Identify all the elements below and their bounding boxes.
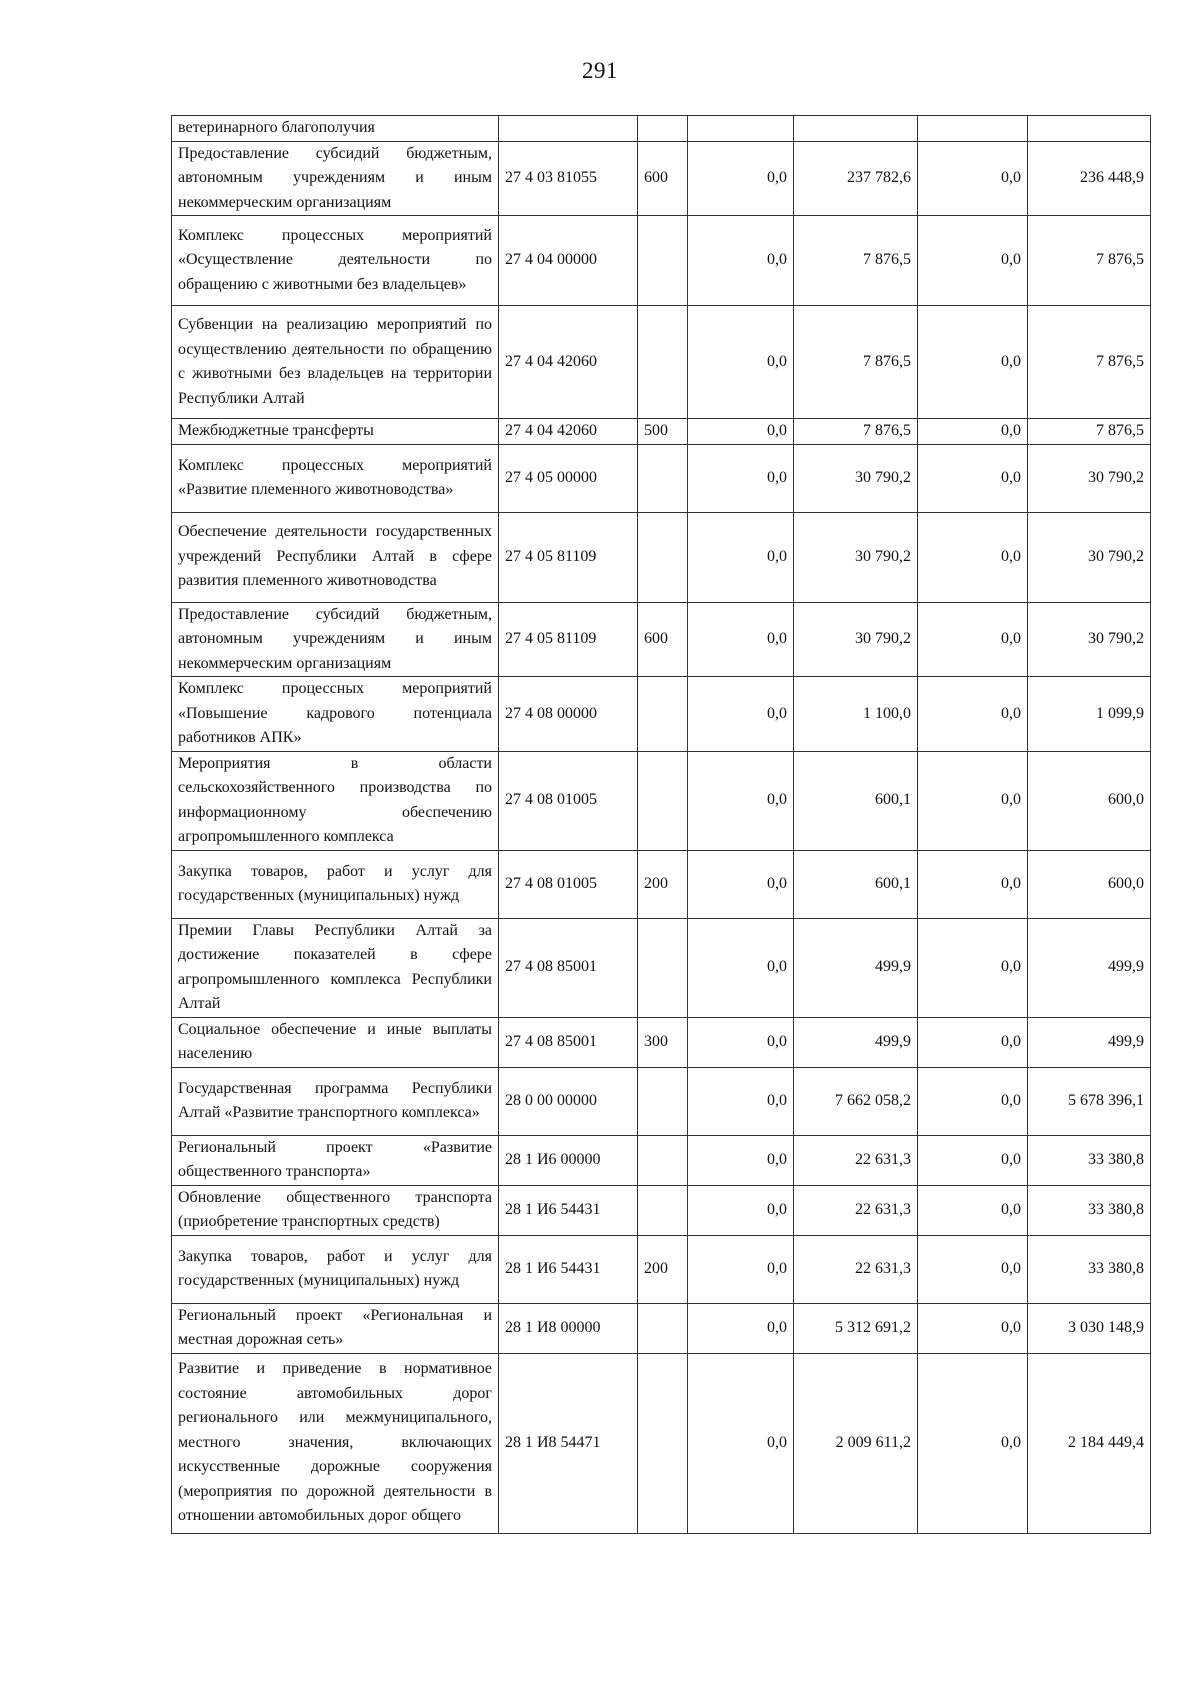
row-amount-cell-1: 0,0 xyxy=(688,306,794,419)
row-amount-cell-1: 0,0 xyxy=(688,751,794,850)
row-amount-cell-2: 7 876,5 xyxy=(794,419,918,445)
row-code-cell: 28 0 00 00000 xyxy=(499,1067,638,1135)
row-expense-type-cell xyxy=(638,116,688,142)
row-amount-cell-1: 0,0 xyxy=(688,918,794,1017)
row-amount-cell-2: 30 790,2 xyxy=(794,512,918,602)
row-name-cell: Обновление общественного транспорта (приобретение транспортных средств) xyxy=(172,1185,499,1235)
row-expense-type-cell xyxy=(638,1353,688,1533)
row-amount-cell-1: 0,0 xyxy=(688,677,794,752)
row-amount-cell-3: 0,0 xyxy=(918,216,1028,306)
row-amount-cell-3: 0,0 xyxy=(918,306,1028,419)
row-amount-cell-3: 0,0 xyxy=(918,918,1028,1017)
row-code-cell: 28 1 И6 00000 xyxy=(499,1135,638,1185)
row-amount-cell-2: 499,9 xyxy=(794,918,918,1017)
row-amount-cell-2: 22 631,3 xyxy=(794,1185,918,1235)
row-expense-type-cell xyxy=(638,216,688,306)
row-code-cell: 27 4 04 42060 xyxy=(499,306,638,419)
row-expense-type-cell: 300 xyxy=(638,1017,688,1067)
row-code-cell: 28 1 И6 54431 xyxy=(499,1185,638,1235)
row-amount-cell-1: 0,0 xyxy=(688,1067,794,1135)
row-code-cell: 27 4 08 85001 xyxy=(499,1017,638,1067)
row-amount-cell-3: 0,0 xyxy=(918,512,1028,602)
row-code-cell xyxy=(499,116,638,142)
row-amount-cell-3: 0,0 xyxy=(918,419,1028,445)
table-row xyxy=(172,751,1151,850)
row-expense-type-cell xyxy=(638,1067,688,1135)
row-expense-type-cell xyxy=(638,444,688,512)
row-code-cell: 28 1 И6 54431 xyxy=(499,1235,638,1303)
row-amount-cell-1 xyxy=(688,116,794,142)
table-row xyxy=(172,1235,1151,1303)
row-amount-cell-3: 0,0 xyxy=(918,751,1028,850)
row-expense-type-cell xyxy=(638,677,688,752)
table-row xyxy=(172,1135,1151,1185)
row-expense-type-cell xyxy=(638,1303,688,1353)
row-name-cell: Комплекс процессных мероприятий «Осуществление деятельности по обращению с животными без владельцев» xyxy=(172,216,499,306)
row-name-cell: Закупка товаров, работ и услуг для государственных (муниципальных) нужд xyxy=(172,850,499,918)
row-amount-cell-3: 0,0 xyxy=(918,1303,1028,1353)
budget-table xyxy=(171,115,1151,1534)
row-amount-cell-1: 0,0 xyxy=(688,850,794,918)
row-amount-cell-1: 0,0 xyxy=(688,444,794,512)
row-amount-cell-2: 22 631,3 xyxy=(794,1135,918,1185)
table-row xyxy=(172,419,1151,445)
row-amount-cell-4: 7 876,5 xyxy=(1028,216,1151,306)
row-code-cell: 27 4 04 42060 xyxy=(499,419,638,445)
row-amount-cell-3: 0,0 xyxy=(918,1135,1028,1185)
row-name-cell: Социальное обеспечение и иные выплаты населению xyxy=(172,1017,499,1067)
row-amount-cell-3: 0,0 xyxy=(918,677,1028,752)
table-row xyxy=(172,1185,1151,1235)
row-name-cell: Комплекс процессных мероприятий «Развитие племенного животноводства» xyxy=(172,444,499,512)
table-row xyxy=(172,602,1151,677)
row-amount-cell-2: 22 631,3 xyxy=(794,1235,918,1303)
row-amount-cell-3: 0,0 xyxy=(918,1017,1028,1067)
row-amount-cell-4: 499,9 xyxy=(1028,1017,1151,1067)
row-code-cell: 27 4 05 00000 xyxy=(499,444,638,512)
row-amount-cell-4: 3 030 148,9 xyxy=(1028,1303,1151,1353)
table-row xyxy=(172,1017,1151,1067)
row-code-cell: 28 1 И8 54471 xyxy=(499,1353,638,1533)
table-row xyxy=(172,116,1151,142)
row-name-cell: Комплекс процессных мероприятий «Повышение кадрового потенциала работников АПК» xyxy=(172,677,499,752)
row-expense-type-cell: 600 xyxy=(638,141,688,216)
row-expense-type-cell: 200 xyxy=(638,850,688,918)
table-row xyxy=(172,918,1151,1017)
row-amount-cell-1: 0,0 xyxy=(688,216,794,306)
row-amount-cell-4: 7 876,5 xyxy=(1028,419,1151,445)
row-amount-cell-2: 30 790,2 xyxy=(794,444,918,512)
row-amount-cell-4: 236 448,9 xyxy=(1028,141,1151,216)
budget-table-body xyxy=(172,116,1151,1534)
row-amount-cell-4: 499,9 xyxy=(1028,918,1151,1017)
row-amount-cell-2: 2 009 611,2 xyxy=(794,1353,918,1533)
row-name-cell: Межбюджетные трансферты xyxy=(172,419,499,445)
row-amount-cell-4: 30 790,2 xyxy=(1028,512,1151,602)
row-amount-cell-4: 33 380,8 xyxy=(1028,1185,1151,1235)
row-amount-cell-4: 33 380,8 xyxy=(1028,1235,1151,1303)
table-row xyxy=(172,1067,1151,1135)
row-amount-cell-4: 30 790,2 xyxy=(1028,602,1151,677)
row-amount-cell-3 xyxy=(918,116,1028,142)
row-expense-type-cell: 500 xyxy=(638,419,688,445)
row-amount-cell-3: 0,0 xyxy=(918,1067,1028,1135)
row-amount-cell-3: 0,0 xyxy=(918,850,1028,918)
row-amount-cell-1: 0,0 xyxy=(688,512,794,602)
row-amount-cell-2: 7 662 058,2 xyxy=(794,1067,918,1135)
row-name-cell: Обеспечение деятельности государственных учреждений Республики Алтай в сфере развития племенного животноводства xyxy=(172,512,499,602)
row-expense-type-cell: 600 xyxy=(638,602,688,677)
row-name-cell: Закупка товаров, работ и услуг для государственных (муниципальных) нужд xyxy=(172,1235,499,1303)
row-amount-cell-4: 600,0 xyxy=(1028,751,1151,850)
row-amount-cell-2 xyxy=(794,116,918,142)
row-amount-cell-2: 5 312 691,2 xyxy=(794,1303,918,1353)
row-amount-cell-4: 33 380,8 xyxy=(1028,1135,1151,1185)
row-amount-cell-2: 1 100,0 xyxy=(794,677,918,752)
row-expense-type-cell xyxy=(638,306,688,419)
row-name-cell: Мероприятия в области сельскохозяйственного производства по информационному обеспечению агропромышленного комплекса xyxy=(172,751,499,850)
row-expense-type-cell xyxy=(638,1135,688,1185)
row-amount-cell-1: 0,0 xyxy=(688,141,794,216)
table-row xyxy=(172,306,1151,419)
row-name-cell: Региональный проект «Региональная и местная дорожная сеть» xyxy=(172,1303,499,1353)
table-row xyxy=(172,1353,1151,1533)
row-expense-type-cell xyxy=(638,512,688,602)
row-code-cell: 27 4 08 01005 xyxy=(499,751,638,850)
row-amount-cell-2: 499,9 xyxy=(794,1017,918,1067)
row-amount-cell-4: 7 876,5 xyxy=(1028,306,1151,419)
row-amount-cell-2: 600,1 xyxy=(794,751,918,850)
row-code-cell: 27 4 03 81055 xyxy=(499,141,638,216)
table-row xyxy=(172,512,1151,602)
row-amount-cell-1: 0,0 xyxy=(688,1303,794,1353)
row-amount-cell-2: 7 876,5 xyxy=(794,306,918,419)
row-amount-cell-1: 0,0 xyxy=(688,1135,794,1185)
row-amount-cell-1: 0,0 xyxy=(688,419,794,445)
table-row xyxy=(172,850,1151,918)
row-amount-cell-2: 600,1 xyxy=(794,850,918,918)
row-amount-cell-1: 0,0 xyxy=(688,602,794,677)
row-amount-cell-2: 30 790,2 xyxy=(794,602,918,677)
row-name-cell: Субвенции на реализацию мероприятий по осуществлению деятельности по обращению с животными без владельцев на территории Республики Алтай xyxy=(172,306,499,419)
row-expense-type-cell xyxy=(638,1185,688,1235)
row-expense-type-cell xyxy=(638,751,688,850)
page-number: 291 xyxy=(582,58,618,83)
row-amount-cell-3: 0,0 xyxy=(918,1185,1028,1235)
row-amount-cell-3: 0,0 xyxy=(918,141,1028,216)
row-name-cell: Премии Главы Республики Алтай за достижение показателей в сфере агропромышленного комплекса Республики Алтай xyxy=(172,918,499,1017)
row-amount-cell-4: 1 099,9 xyxy=(1028,677,1151,752)
row-amount-cell-3: 0,0 xyxy=(918,1353,1028,1533)
row-amount-cell-4: 600,0 xyxy=(1028,850,1151,918)
row-amount-cell-3: 0,0 xyxy=(918,1235,1028,1303)
row-amount-cell-4: 30 790,2 xyxy=(1028,444,1151,512)
row-amount-cell-3: 0,0 xyxy=(918,444,1028,512)
row-amount-cell-2: 237 782,6 xyxy=(794,141,918,216)
row-amount-cell-1: 0,0 xyxy=(688,1235,794,1303)
row-code-cell: 27 4 05 81109 xyxy=(499,602,638,677)
row-code-cell: 27 4 08 01005 xyxy=(499,850,638,918)
row-amount-cell-2: 7 876,5 xyxy=(794,216,918,306)
row-expense-type-cell: 200 xyxy=(638,1235,688,1303)
row-code-cell: 27 4 08 85001 xyxy=(499,918,638,1017)
row-amount-cell-1: 0,0 xyxy=(688,1353,794,1533)
row-expense-type-cell xyxy=(638,918,688,1017)
table-row xyxy=(172,444,1151,512)
row-name-cell: Государственная программа Республики Алтай «Развитие транспортного комплекса» xyxy=(172,1067,499,1135)
row-amount-cell-3: 0,0 xyxy=(918,602,1028,677)
row-amount-cell-1: 0,0 xyxy=(688,1185,794,1235)
table-row xyxy=(172,141,1151,216)
table-row xyxy=(172,677,1151,752)
row-name-cell: Предоставление субсидий бюджетным, автономным учреждениям и иным некоммерческим организациям xyxy=(172,602,499,677)
row-code-cell: 27 4 04 00000 xyxy=(499,216,638,306)
row-code-cell: 27 4 08 00000 xyxy=(499,677,638,752)
table-row xyxy=(172,216,1151,306)
row-amount-cell-4: 5 678 396,1 xyxy=(1028,1067,1151,1135)
row-amount-cell-1: 0,0 xyxy=(688,1017,794,1067)
row-name-cell: Региональный проект «Развитие общественного транспорта» xyxy=(172,1135,499,1185)
table-row xyxy=(172,1303,1151,1353)
row-name-cell: ветеринарного благополучия xyxy=(172,116,499,142)
row-amount-cell-4: 2 184 449,4 xyxy=(1028,1353,1151,1533)
row-amount-cell-4 xyxy=(1028,116,1151,142)
row-name-cell: Развитие и приведение в нормативное состояние автомобильных дорог регионального или межмуниципального, местного значения, включающих искусственные дорожные сооружения (мероприятия по дорожной деятельности в отношении автомобильных дорог общего xyxy=(172,1353,499,1533)
row-code-cell: 27 4 05 81109 xyxy=(499,512,638,602)
row-code-cell: 28 1 И8 00000 xyxy=(499,1303,638,1353)
row-name-cell: Предоставление субсидий бюджетным, автономным учреждениям и иным некоммерческим организациям xyxy=(172,141,499,216)
